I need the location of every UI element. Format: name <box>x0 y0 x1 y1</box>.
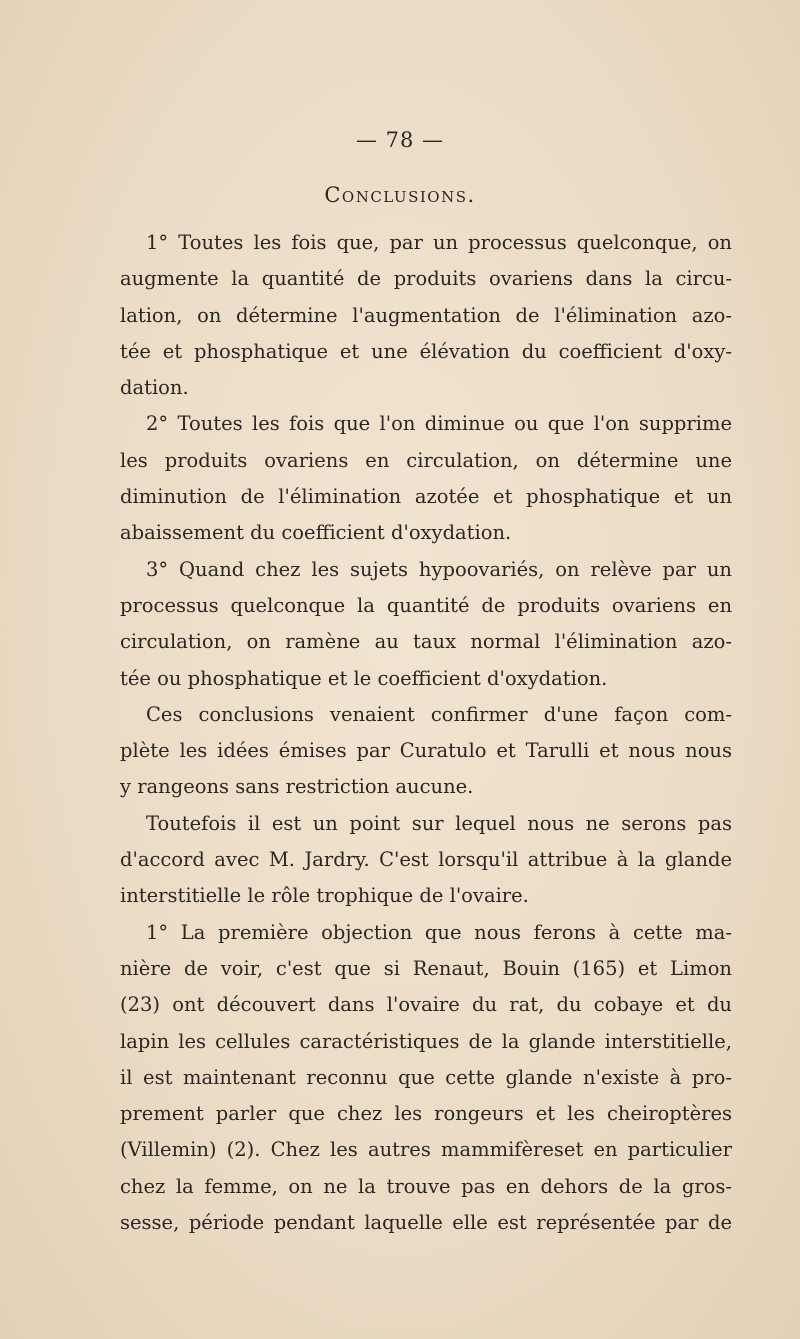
text-line: tée et phosphatique et une élévation du coefficient d'oxy- <box>120 339 732 363</box>
page-number: — 78 — <box>355 128 445 152</box>
text-line: d'accord avec M. Jardry. C'est lorsqu'il attribue à la glande <box>120 848 732 872</box>
text-line: chez la femme, on ne la trouve pas en dehors de la gros- <box>120 1174 732 1198</box>
text-line: Toutefois il est un point sur lequel nous ne serons pas <box>146 811 732 835</box>
text-line: lation, on détermine l'augmentation de l'élimination azo- <box>120 303 732 327</box>
text-line: tée ou phosphatique et le coefficient d'oxydation. <box>120 666 608 690</box>
text-line: augmente la quantité de produits ovariens dans la circu- <box>120 267 732 291</box>
body-text <box>120 225 732 1241</box>
text-line: interstitielle le rôle trophique de l'ovaire. <box>120 884 529 908</box>
text-line: processus quelconque la quantité de produits ovariens en <box>120 593 732 617</box>
text-line: abaissement du coefficient d'oxydation. <box>120 521 512 545</box>
text-line: il est maintenant reconnu que cette glande n'existe à pro- <box>120 1065 732 1089</box>
text-line: prement parler que chez les rongeurs et les cheiroptères <box>120 1102 732 1126</box>
text-line: y rangeons sans restriction aucune. <box>120 775 474 799</box>
text-line: 3° Quand chez les sujets hypoovariés, on relève par un <box>146 557 732 581</box>
text-line: nière de voir, c'est que si Renaut, Bouin (165) et Limon <box>120 956 732 980</box>
text-line: circulation, on ramène au taux normal l'élimination azo- <box>120 630 732 654</box>
text-line: (23) ont découvert dans l'ovaire du rat, du cobaye et du <box>120 993 732 1017</box>
text-line: 1° Toutes les fois que, par un processus quelconque, on <box>146 231 732 254</box>
text-line: Ces conclusions venaient confirmer d'une façon com- <box>146 702 732 726</box>
text-line: 2° Toutes les fois que l'on diminue ou que l'on supprime <box>146 412 732 436</box>
text-line: 1° La première objection que nous ferons à cette ma- <box>146 920 732 944</box>
section-heading: Conclusions. <box>324 183 476 207</box>
text-line: les produits ovariens en circulation, on détermine une <box>120 448 732 472</box>
text-line: (Villemin) (2). Chez les autres mammifèreset en particulier <box>120 1138 732 1162</box>
text-line: lapin les cellules caractéristiques de la glande interstitielle, <box>120 1029 732 1053</box>
text-line: dation. <box>120 376 189 400</box>
text-line: sesse, période pendant laquelle elle est représentée par de <box>120 1211 732 1235</box>
text-line: plète les idées émises par Curatulo et Tarulli et nous nous <box>120 739 732 763</box>
text-line: diminution de l'élimination azotée et phosphatique et un <box>120 485 732 509</box>
